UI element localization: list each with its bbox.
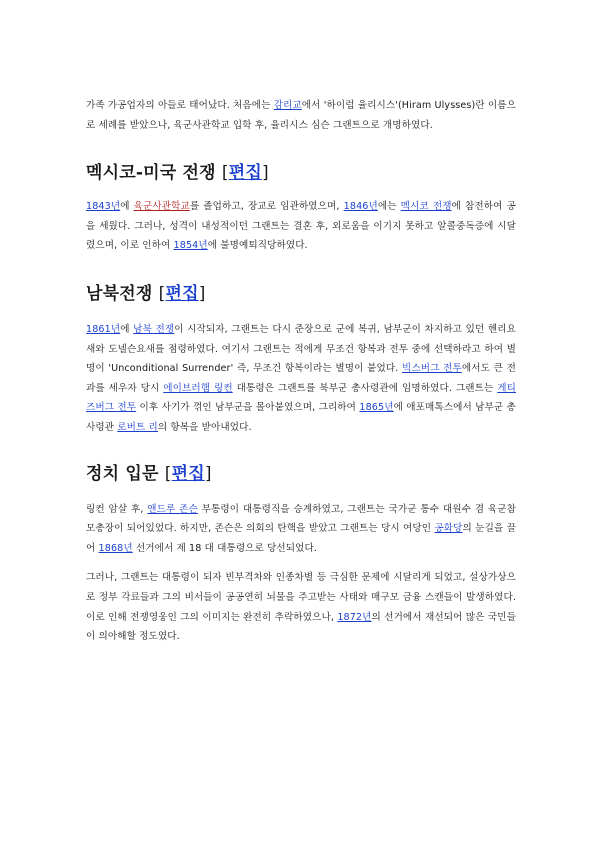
section-title: 남북전쟁 [86, 283, 153, 304]
text-run: 의 항복을 받아내었다. [157, 421, 252, 433]
text-run: 에서도 큰 전과를 세우자 당시 [86, 363, 516, 394]
text-run: 에 [120, 323, 134, 335]
link-1868[interactable]: 1868년 [98, 542, 133, 554]
intro-paragraph [86, 96, 516, 135]
section-heading-politics [86, 462, 516, 486]
politics-paragraph-2 [86, 568, 516, 646]
edit-link[interactable]: 편집 [165, 283, 199, 304]
link-1854[interactable]: 1854년 [173, 240, 208, 252]
bracket: [ [221, 163, 229, 184]
link-vicksburg[interactable]: 빅스버그 전투 [402, 363, 462, 375]
text-run: 에 불명예퇴직당하였다. [207, 240, 308, 252]
link-1846[interactable]: 1846년 [343, 201, 378, 213]
text-run: 의 선거에서 재선되어 많은 국민들이 의아해할 정도였다. [86, 611, 516, 643]
bracket: ] [198, 283, 206, 304]
link-1865[interactable]: 1865년 [359, 402, 394, 414]
text-run: 이후 사기가 꺾인 남부군을 몰아붙였으며, 그리하여 [136, 402, 360, 414]
article-body [86, 96, 516, 647]
link-andrew-johnson[interactable]: 앤드루 존슨 [147, 503, 198, 515]
text-run: 링컨 암살 후, [86, 503, 148, 515]
link-mexican-war[interactable]: 멕시코 전쟁 [400, 201, 452, 213]
link-1861[interactable]: 1861년 [86, 323, 121, 335]
text-run: 에 [120, 201, 134, 213]
text-run: 그러나, 그랜트는 대통령이 되자 빈부격차와 인종차별 등 극심한 문제에 시달리게 되었고, 설상가상으로 정부 각료들과 그의 비서들이 공공연히 뇌물을 주고받는 사태와 매구모 금융 스캔들이 발생하였다. 이로 인해 전쟁영웅인 그의 이미지는 완전히 추락하였으나, [86, 572, 516, 623]
link-1843[interactable]: 1843년 [86, 201, 121, 213]
bracket: ] [204, 463, 212, 484]
text-run: 에는 [377, 201, 401, 213]
section-title: 멕시코-미국 전쟁 [86, 163, 216, 184]
mexican-war-paragraph [86, 197, 516, 256]
link-gettysburg[interactable]: 게티즈버그 전투 [86, 382, 516, 414]
bracket: [ [164, 463, 172, 484]
link-methodism[interactable]: 감리교 [273, 100, 302, 111]
text-run: 를 졸업하고, 장교로 임관하였으며, [189, 201, 344, 213]
link-robert-lee[interactable]: 로버트 리 [117, 421, 158, 433]
link-1872[interactable]: 1872년 [337, 611, 372, 623]
text-run: 에 참전하여 공을 세웠다. 그러나, 성격이 내성적이던 그랜트는 결혼 후, 외로움을 이기지 못하고 알콜중독증에 시달렸으며, 이로 인하여 [86, 201, 516, 252]
civil-war-paragraph [86, 320, 516, 438]
link-military-academy[interactable]: 육군사관학교 [133, 201, 190, 213]
section-heading-civil-war [86, 282, 516, 306]
bracket: ] [261, 163, 269, 184]
text-run: 에 애포매톡스에서 남부군 총사령관 [86, 402, 516, 433]
section-heading-mexican-war [86, 161, 516, 185]
link-lincoln[interactable]: 에이브러햄 링컨 [163, 382, 233, 394]
section-title: 정치 입문 [86, 463, 159, 484]
text-run: 대통령은 그랜트를 북부군 총사령관에 임명하였다. 그랜트는 [232, 382, 498, 394]
edit-link[interactable]: 편집 [171, 463, 205, 484]
link-civil-war[interactable]: 남북 전쟁 [133, 323, 175, 335]
text-run: 가족 가공업자의 아들로 태어났다. 처음에는 [86, 100, 274, 111]
text-run: 부통령이 대통령직을 승계하였고, 그랜트는 국가군 통수 대원수 겸 육군참모총장이 되어있었다. 하지만, 존슨은 의회의 탄핵을 받았고 그랜트는 당시 여당인 [86, 503, 516, 535]
text-run: 의 눈길을 끌어 [86, 523, 516, 554]
edit-link[interactable]: 편집 [228, 163, 262, 184]
text-run: 선거에서 제 18 대 대통령으로 당선되었다. [132, 542, 318, 554]
bracket: [ [158, 283, 166, 304]
text-run: 이 시작되자, 그랜트는 다시 준장으로 군에 복귀, 남부군이 차지하고 있던 헨리요새와 도넬슨요새를 점령하였다. 여기서 그랜트는 적에게 무조건 항복과 전투 중에 선택하라고 하여 별명이 'Unconditional Surrender' 즉, 무조건 항복이라는 별명이 붙었다. [86, 323, 516, 375]
politics-paragraph-1 [86, 500, 516, 559]
text-run: 에서 '하이럼 율리시스'(Hiram Ulysses)란 이름으로 세례를 받았으나, 육군사관학교 입학 후, 율리시스 심슨 그랜트으로 개명하였다. [86, 100, 516, 131]
link-republican-party[interactable]: 공화당 [434, 523, 463, 535]
